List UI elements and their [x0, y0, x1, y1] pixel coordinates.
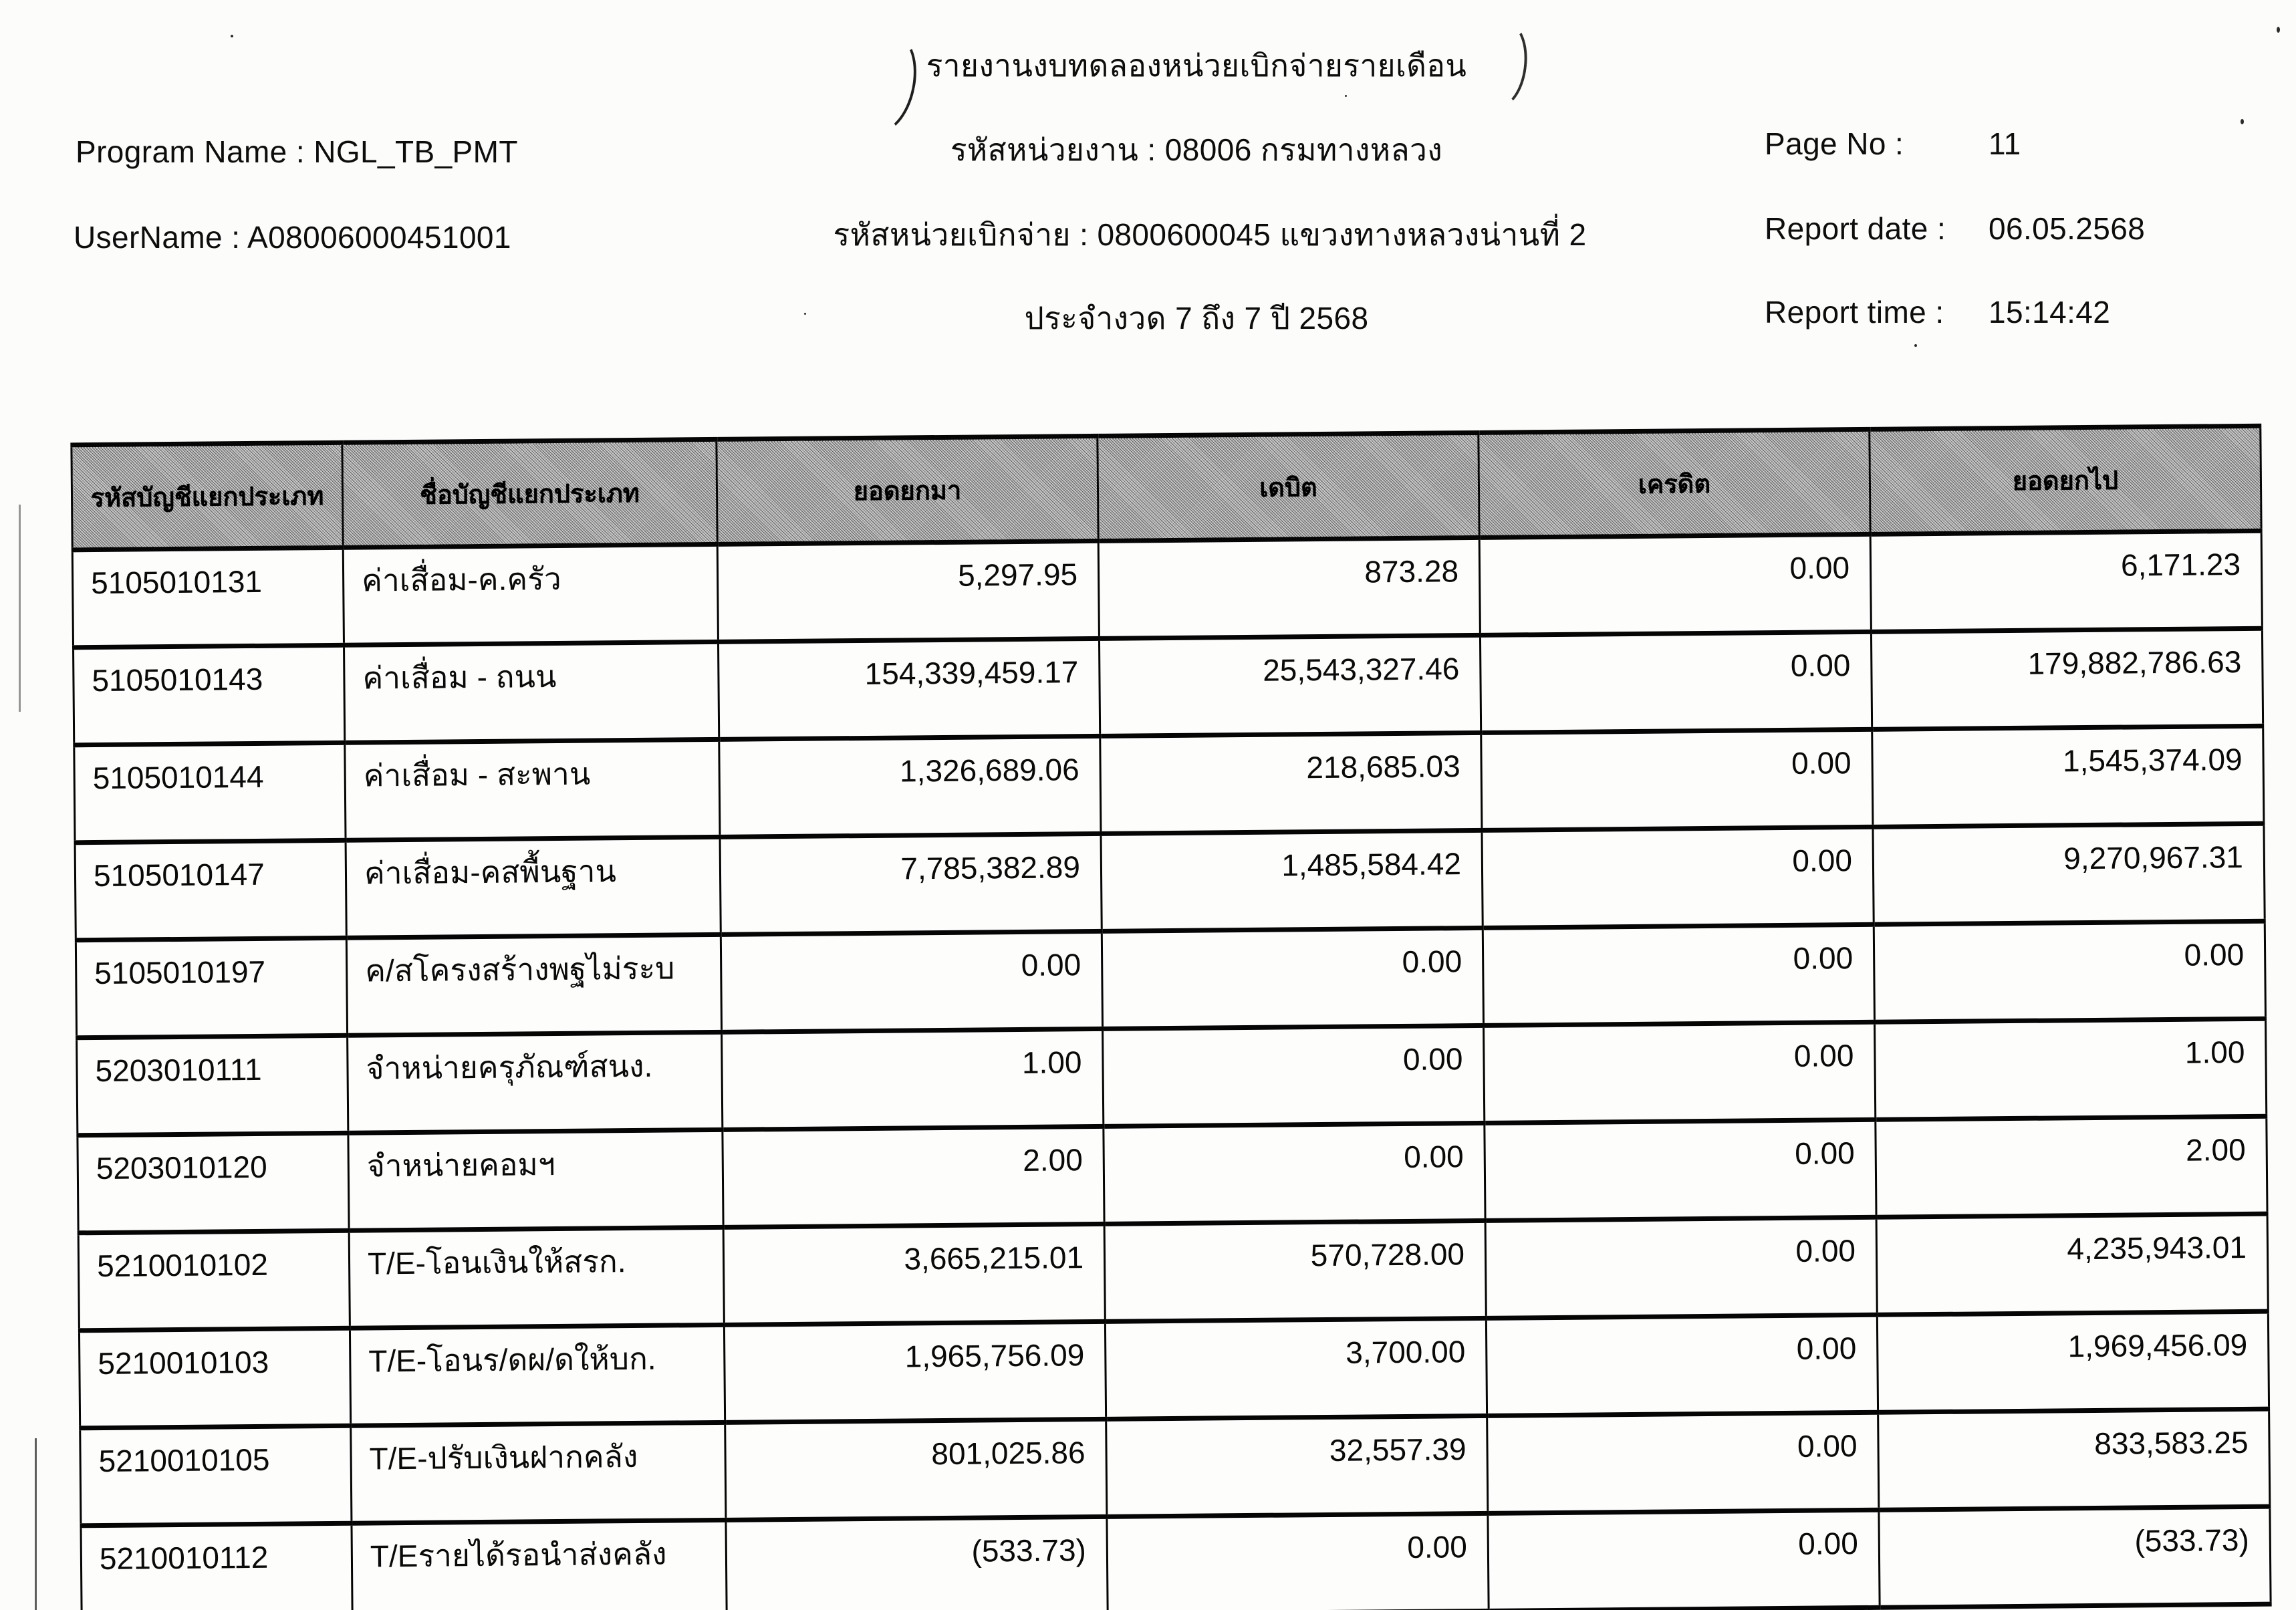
scan-speck	[804, 313, 806, 315]
scan-speck	[1914, 344, 1917, 347]
cell-credit: 0.00	[1484, 1022, 1876, 1123]
username-line	[74, 219, 511, 255]
table-row	[75, 823, 2265, 940]
page-no-label: Page No :	[1765, 126, 1904, 161]
cell-code: 5210010103	[79, 1328, 350, 1428]
cell-closing: 1,545,374.09	[1872, 726, 2264, 827]
report-date-value: 06.05.2568	[1989, 211, 2146, 246]
report-time-label: Report time :	[1765, 295, 1944, 329]
report-title: รายงานงบทดลองหน่วยเบิกจ่ายรายเดือน	[926, 48, 1467, 83]
cell-name: T/E-ปรับเงินฝากคลัง	[351, 1422, 726, 1523]
col-header-closing-balance: ยอดยกไป	[1870, 426, 2261, 534]
program-name-value: NGL_TB_PMT	[313, 134, 518, 169]
cell-opening: 0.00	[721, 931, 1102, 1032]
table-body	[72, 531, 2271, 1610]
cell-credit: 0.00	[1487, 1412, 1879, 1513]
scan-line-artifact	[19, 505, 21, 712]
cell-name: T/E-โอนเงินให้สรก.	[349, 1227, 724, 1328]
scan-speck	[1345, 95, 1347, 97]
cell-code: 5203010111	[77, 1035, 348, 1135]
cell-closing: 9,270,967.31	[1873, 823, 2265, 924]
cell-opening: (533.73)	[726, 1516, 1108, 1610]
cell-name: ค/สโครงสร้างพฐไม่ระบ	[346, 934, 721, 1035]
scan-speck	[2241, 119, 2244, 124]
cell-debit: 873.28	[1098, 537, 1480, 638]
table-row	[78, 1214, 2268, 1331]
col-header-account-name: ชื่อบัญชีแยกประเภท	[342, 439, 717, 547]
col-header-debit: เดบิต	[1098, 432, 1479, 541]
cell-name: ค่าเสื่อม-คสพื้นฐาน	[346, 837, 721, 938]
scan-speck	[231, 35, 233, 37]
period-line: ประจำงวด 7 ถึง 7 ปี 2568	[1024, 301, 1369, 336]
trial-balance-table-wrap	[70, 424, 2271, 1610]
cell-opening: 1,965,756.09	[724, 1321, 1106, 1422]
disbursement-unit-line: รหัสหน่วยเบิกจ่าย : 0800600045 แขวงทางหลวงน่านที่ 2	[833, 217, 1587, 252]
cell-credit: 0.00	[1485, 1119, 1876, 1220]
table-row	[79, 1311, 2269, 1428]
cell-opening: 5,297.95	[717, 541, 1099, 642]
cell-opening: 7,785,382.89	[720, 833, 1102, 934]
table-header-row	[72, 426, 2261, 550]
agency-code-line: รหัสหน่วยงาน : 08006 กรมทางหลวง	[950, 132, 1443, 167]
cell-closing: 833,583.25	[1878, 1409, 2270, 1510]
cell-code: 5105010197	[76, 938, 347, 1038]
scan-line-artifact	[35, 1438, 37, 1610]
cell-debit: 570,728.00	[1104, 1220, 1486, 1321]
cell-credit: 0.00	[1480, 632, 1872, 732]
cell-opening: 2.00	[723, 1126, 1104, 1227]
cell-credit: 0.00	[1482, 827, 1874, 928]
col-header-opening-balance: ยอดยกมา	[717, 436, 1098, 544]
cell-closing: 4,235,943.01	[1876, 1214, 2268, 1315]
table-row	[74, 628, 2263, 745]
cell-debit: 0.00	[1102, 928, 1483, 1029]
cell-name: จำหน่ายคอมฯ	[348, 1129, 723, 1230]
cell-credit: 0.00	[1479, 534, 1871, 635]
cell-code: 5105010147	[75, 840, 346, 940]
program-name-line	[76, 134, 518, 170]
col-header-account-code: รหัสบัญชีแยกประเภท	[72, 442, 343, 550]
cell-credit: 0.00	[1485, 1217, 1877, 1318]
cell-name: T/E-โอนร/ดผ/ดให้บก.	[350, 1325, 725, 1426]
cell-closing: 1,969,456.09	[1877, 1311, 2269, 1412]
cell-debit: 0.00	[1103, 1025, 1485, 1126]
cell-debit: 3,700.00	[1105, 1318, 1487, 1419]
cell-code: 5210010112	[81, 1523, 352, 1610]
cell-opening: 154,339,459.17	[718, 638, 1100, 739]
cell-code: 5203010120	[78, 1133, 349, 1233]
cell-code: 5105010131	[72, 547, 344, 648]
cell-credit: 0.00	[1486, 1315, 1878, 1416]
cell-debit: 1,485,584.42	[1101, 830, 1483, 931]
cell-credit: 0.00	[1481, 729, 1873, 830]
username-value: A08006000451001	[247, 220, 511, 255]
username-label: UserName :	[74, 220, 241, 255]
cell-code: 5105010143	[74, 645, 345, 745]
cell-debit: 32,557.39	[1106, 1416, 1488, 1516]
table-row	[78, 1116, 2267, 1233]
cell-code: 5105010144	[74, 743, 346, 843]
cell-debit: 218,685.03	[1100, 732, 1482, 833]
table-row	[72, 531, 2262, 648]
cell-debit: 25,543,327.46	[1099, 635, 1481, 736]
cell-name: จำหน่ายครุภัณฑ์สนง.	[348, 1032, 723, 1133]
table-row	[80, 1409, 2270, 1526]
table-header	[72, 426, 2261, 550]
cell-opening: 1.00	[722, 1029, 1104, 1129]
cell-opening: 3,665,215.01	[723, 1224, 1105, 1325]
cell-debit: 0.00	[1104, 1123, 1485, 1224]
cell-code: 5210010102	[78, 1230, 350, 1331]
table-row	[74, 726, 2264, 843]
cell-credit: 0.00	[1483, 924, 1874, 1025]
table-row	[77, 1019, 2267, 1135]
cell-closing: 179,882,786.63	[1871, 628, 2263, 729]
cell-credit: 0.00	[1488, 1510, 1880, 1610]
report-time-value: 15:14:42	[1989, 295, 2111, 329]
scan-speck	[2277, 27, 2280, 33]
cell-name: ค่าเสื่อม - ถนน	[344, 642, 719, 743]
table-row	[76, 921, 2265, 1038]
program-name-label: Program Name :	[76, 134, 305, 169]
cell-closing: (533.73)	[1879, 1506, 2271, 1607]
cell-closing: 0.00	[1874, 921, 2265, 1022]
cell-name: ค่าเสื่อม-ค.ครัว	[343, 544, 718, 645]
cell-code: 5210010105	[80, 1426, 352, 1526]
cell-closing: 2.00	[1876, 1116, 2267, 1217]
cell-closing: 1.00	[1875, 1019, 2267, 1119]
page-no-value: 11	[1989, 126, 2021, 161]
cell-opening: 801,025.86	[725, 1419, 1107, 1520]
cell-debit: 0.00	[1107, 1513, 1489, 1610]
report-date-label: Report date :	[1765, 211, 1946, 246]
cell-name: ค่าเสื่อม - สะพาน	[345, 739, 720, 840]
cell-closing: 6,171.23	[1870, 531, 2262, 632]
col-header-credit: เครดิต	[1479, 429, 1870, 537]
cell-opening: 1,326,689.06	[719, 736, 1101, 837]
cell-name: T/Eรายได้รอนำส่งคลัง	[352, 1520, 727, 1610]
trial-balance-table	[70, 424, 2271, 1610]
